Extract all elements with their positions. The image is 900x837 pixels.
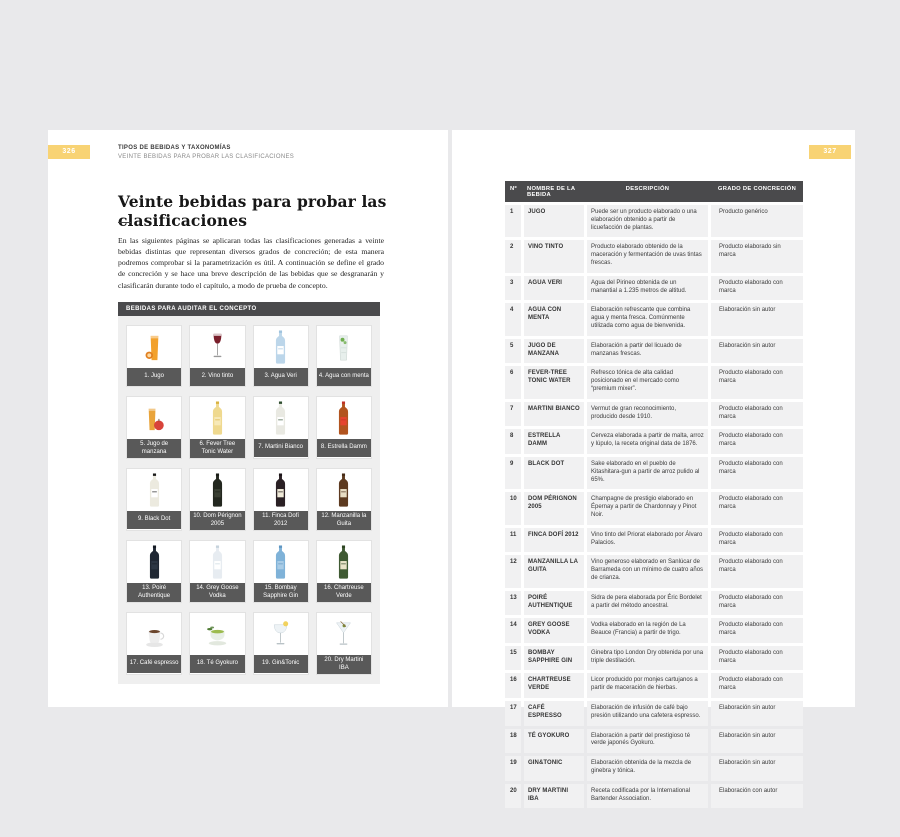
cell-description: Ginebra tipo London Dry obtenida por una triple destilación. (587, 646, 708, 671)
table-row (505, 784, 803, 809)
bottle-icon (127, 541, 181, 583)
drink-caption: 12. Manzanilla la Guita (317, 511, 371, 530)
cell-name: MANZANILLA LA GUITA (524, 555, 584, 587)
bottle-icon (254, 397, 308, 439)
cell-description: Vermut de gran reconocimiento, producido desde 1910. (587, 402, 708, 427)
cell-description: Elaboración a partir del licuado de manzanas frescas. (587, 339, 708, 364)
drink-caption: 15. Bombay Sapphire Gin (254, 583, 308, 602)
apple-juice-icon (127, 397, 181, 439)
table-row (505, 729, 803, 754)
drink-card (316, 540, 372, 603)
table-header-row (505, 181, 803, 202)
intro-paragraph: En las siguientes páginas se aplicaran todas las clasificaciones generadas a veinte bebidas distintas que representan diversos grados de concreción; de esta manera podremos comprobar si la parametrización es útil. A continuación se define el grado de concreción y se hace una breve descripción de las bebidas que se desgranarán y clasificarán durante todo el capítulo, a modo de prueba de concepto. (118, 236, 384, 290)
table-row (505, 402, 803, 427)
drink-card (316, 325, 372, 387)
cell-name: POIRÉ AUTHENTIQUE (524, 591, 584, 616)
cell-grado: Producto elaborado con marca (711, 276, 803, 301)
table-row (505, 528, 803, 553)
table-row (505, 701, 803, 726)
cell-name: AGUA CON MENTA (524, 303, 584, 335)
header-num: Nº (510, 185, 517, 192)
table-row (505, 205, 803, 237)
drink-caption: 7. Martini Bianco (254, 439, 308, 457)
cell-description: Sake elaborado en el pueblo de Kitashitara-gun a partir de arroz pulido al 65%. (587, 457, 708, 489)
cell-name: GIN&TONIC (524, 756, 584, 781)
cell-grado: Producto elaborado con marca (711, 429, 803, 454)
table-body (505, 205, 803, 808)
cell-name: DOM PÉRIGNON 2005 (524, 492, 584, 524)
table-row (505, 646, 803, 671)
bottle-icon (254, 469, 308, 511)
cell-num: 2 (505, 240, 521, 272)
table-row (505, 555, 803, 587)
cell-name: FINCA DOFÍ 2012 (524, 528, 584, 553)
coupe-glass-icon (254, 613, 308, 655)
table-row (505, 618, 803, 643)
drink-caption: 13. Poiré Authentique (127, 583, 181, 602)
drink-card (253, 612, 309, 675)
cell-num: 9 (505, 457, 521, 489)
cell-name: BLACK DOT (524, 457, 584, 489)
cell-num: 8 (505, 429, 521, 454)
cell-name: JUGO DE MANZANA (524, 339, 584, 364)
cell-num: 15 (505, 646, 521, 671)
beverages-table (505, 181, 803, 811)
drink-caption: 19. Gin&Tonic (254, 655, 308, 673)
cell-name: CAFÉ ESPRESSO (524, 701, 584, 726)
cell-grado: Producto elaborado sin marca (711, 240, 803, 272)
drink-card (253, 468, 309, 531)
drink-card (316, 612, 372, 675)
table-row (505, 756, 803, 781)
cell-num: 3 (505, 276, 521, 301)
cell-num: 4 (505, 303, 521, 335)
cell-num: 1 (505, 205, 521, 237)
drink-caption: 1. Jugo (127, 368, 181, 386)
cell-name: BOMBAY SAPPHIRE GIN (524, 646, 584, 671)
bottle-icon (317, 541, 371, 583)
cell-name: AGUA VERI (524, 276, 584, 301)
cell-num: 5 (505, 339, 521, 364)
table-row (505, 673, 803, 698)
drinks-panel-header: BEBIDAS PARA AUDITAR EL CONCEPTO (118, 302, 380, 316)
bottle-icon (254, 326, 308, 368)
cell-num: 20 (505, 784, 521, 809)
bottle-icon (317, 397, 371, 439)
cell-num: 10 (505, 492, 521, 524)
drink-caption: 14. Grey Goose Vodka (190, 583, 244, 602)
table-row (505, 366, 803, 398)
drink-card (189, 325, 245, 387)
drink-caption: 4. Agua con menta (317, 368, 371, 386)
tea-cup-icon (190, 613, 244, 655)
cell-name: MARTINI BIANCO (524, 402, 584, 427)
drink-card (316, 468, 372, 531)
cell-name: JUGO (524, 205, 584, 237)
running-head-chapter-title: VEINTE BEBIDAS PARA PROBAR LAS CLASIFICACIONES (118, 154, 295, 161)
juice-glass-icon (127, 326, 181, 368)
cell-name: CHARTREUSE VERDE (524, 673, 584, 698)
table-row (505, 240, 803, 272)
cell-num: 12 (505, 555, 521, 587)
cell-grado: Elaboración sin autor (711, 756, 803, 781)
cell-grado: Producto elaborado con marca (711, 457, 803, 489)
drink-card (316, 396, 372, 459)
header-description: DESCRIPCIÓN (625, 185, 670, 192)
cell-num: 19 (505, 756, 521, 781)
drink-caption: 9. Black Dot (127, 511, 181, 529)
table-row (505, 303, 803, 335)
drink-card (126, 325, 182, 387)
cell-grado: Elaboración sin autor (711, 303, 803, 335)
cell-description: Cerveza elaborada a partir de malta, arroz y lúpulo, la receta original data de 1876. (587, 429, 708, 454)
cell-description: Refresco tónica de alta calidad posicionado en el mercado como “premium mixer”. (587, 366, 708, 398)
cell-description: Vodka elaborado en la región de La Beauce (Francia) a partir de trigo. (587, 618, 708, 643)
drink-card (189, 540, 245, 603)
table-row (505, 429, 803, 454)
drink-card (253, 325, 309, 387)
drink-caption: 2. Vino tinto (190, 368, 244, 386)
cell-grado: Producto elaborado con marca (711, 673, 803, 698)
bottle-icon (190, 397, 244, 439)
cell-grado: Producto elaborado con marca (711, 555, 803, 587)
cell-grado: Producto elaborado con marca (711, 402, 803, 427)
drink-caption: 5. Jugo de manzana (127, 439, 181, 458)
cell-grado: Producto elaborado con marca (711, 618, 803, 643)
cell-grado: Producto elaborado con marca (711, 492, 803, 524)
cell-num: 13 (505, 591, 521, 616)
cell-description: Producto elaborado obtenido de la maceración y fermentación de uvas tintas frescas. (587, 240, 708, 272)
drink-caption: 17. Café espresso (127, 655, 181, 673)
cell-grado: Elaboración sin autor (711, 729, 803, 754)
cell-description: Sidra de pera elaborada por Éric Bordelet a partir del método ancestral. (587, 591, 708, 616)
bottle-icon (190, 541, 244, 583)
martini-glass-icon (317, 613, 371, 655)
cell-num: 11 (505, 528, 521, 553)
bottle-icon (317, 469, 371, 511)
drink-caption: 18. Té Gyokuro (190, 655, 244, 673)
drink-grid (118, 316, 380, 684)
running-head-book-title: TIPOS DE BEBIDAS Y TAXONOMÍAS (118, 145, 231, 151)
cell-name: DRY MARTINI IBA (524, 784, 584, 809)
cell-grado: Producto elaborado con marca (711, 591, 803, 616)
cell-name: ESTRELLA DAMM (524, 429, 584, 454)
right-page (452, 130, 855, 802)
title-divider (118, 222, 131, 223)
cell-grado: Elaboración con autor (711, 784, 803, 809)
drink-card (126, 540, 182, 603)
drink-caption: 11. Finca Dofí 2012 (254, 511, 308, 530)
drink-caption: 20. Dry Martini IBA (317, 655, 371, 674)
drink-card (189, 468, 245, 531)
cell-grado: Producto elaborado con marca (711, 646, 803, 671)
mint-glass-icon (317, 326, 371, 368)
cell-grado: Producto genérico (711, 205, 803, 237)
cell-grado: Elaboración sin autor (711, 339, 803, 364)
cell-grado: Elaboración sin autor (711, 701, 803, 726)
table-row (505, 276, 803, 301)
right-page-number-badge: 327 (809, 145, 851, 159)
page-title: Veinte bebidas para probar las clasificaciones (118, 192, 387, 230)
drink-caption: 6. Fever Tree Tonic Water (190, 439, 244, 458)
cup-icon (127, 613, 181, 655)
left-page (48, 130, 448, 707)
drink-card (253, 396, 309, 459)
cell-description: Agua del Pirineo obtenida de un manantial a 1.235 metros de altitud. (587, 276, 708, 301)
bottle-icon (127, 469, 181, 511)
header-name: NOMBRE DE LA BEBIDA (527, 185, 576, 198)
bottle-icon (190, 469, 244, 511)
drink-card (189, 612, 245, 675)
drink-card (126, 468, 182, 531)
wine-glass-icon (190, 326, 244, 368)
drink-caption: 3. Agua Veri (254, 368, 308, 386)
table-row (505, 591, 803, 616)
cell-description: Elaboración refrescante que combina agua y menta fresca. Comúnmente utilizada como agua de bienvenida. (587, 303, 708, 335)
drink-card (189, 396, 245, 459)
drink-caption: 10. Dom Pérignon 2005 (190, 511, 244, 530)
drink-card (253, 540, 309, 603)
cell-description: Receta codificada por la International Bartender Association. (587, 784, 708, 809)
drinks-panel (118, 302, 380, 684)
cell-description: Champagne de prestigio elaborado en Épernay a partir de Chardonnay y Pinot Noir. (587, 492, 708, 524)
cell-num: 7 (505, 402, 521, 427)
cell-name: TÉ GYOKURO (524, 729, 584, 754)
drink-caption: 16. Chartreuse Verde (317, 583, 371, 602)
drink-card (126, 612, 182, 675)
cell-num: 17 (505, 701, 521, 726)
table-row (505, 457, 803, 489)
cell-description: Elaboración obtenida de la mezcla de ginebra y tónica. (587, 756, 708, 781)
cell-name: GREY GOOSE VODKA (524, 618, 584, 643)
cell-grado: Producto elaborado con marca (711, 528, 803, 553)
header-grado: GRADO DE CONCRECIÓN (717, 185, 797, 192)
drink-caption: 8. Estrella Damm (317, 439, 371, 457)
cell-description: Elaboración a partir del prestigioso té verde japonés Gyokuro. (587, 729, 708, 754)
table-row (505, 492, 803, 524)
running-head (118, 144, 294, 163)
table-row (505, 339, 803, 364)
cell-num: 6 (505, 366, 521, 398)
cell-grado: Producto elaborado con marca (711, 366, 803, 398)
bottle-icon (254, 541, 308, 583)
cell-num: 18 (505, 729, 521, 754)
cell-description: Puede ser un producto elaborado o una elaboración obtenido a partir de licuefacción de plantas. (587, 205, 708, 237)
drink-card (126, 396, 182, 459)
cell-description: Licor producido por monjes cartujanos a partir de maceración de hierbas. (587, 673, 708, 698)
cell-description: Elaboración de infusión de café bajo presión utilizando una cafetera espresso. (587, 701, 708, 726)
cell-name: FEVER-TREE TONIC WATER (524, 366, 584, 398)
left-page-number-badge: 326 (48, 145, 90, 159)
cell-description: Vino generoso elaborado en Sanlúcar de Barrameda con un mínimo de cuatro años de crianza. (587, 555, 708, 587)
cell-description: Vino tinto del Priorat elaborado por Álvaro Palacios. (587, 528, 708, 553)
cell-num: 16 (505, 673, 521, 698)
cell-num: 14 (505, 618, 521, 643)
cell-name: VINO TINTO (524, 240, 584, 272)
